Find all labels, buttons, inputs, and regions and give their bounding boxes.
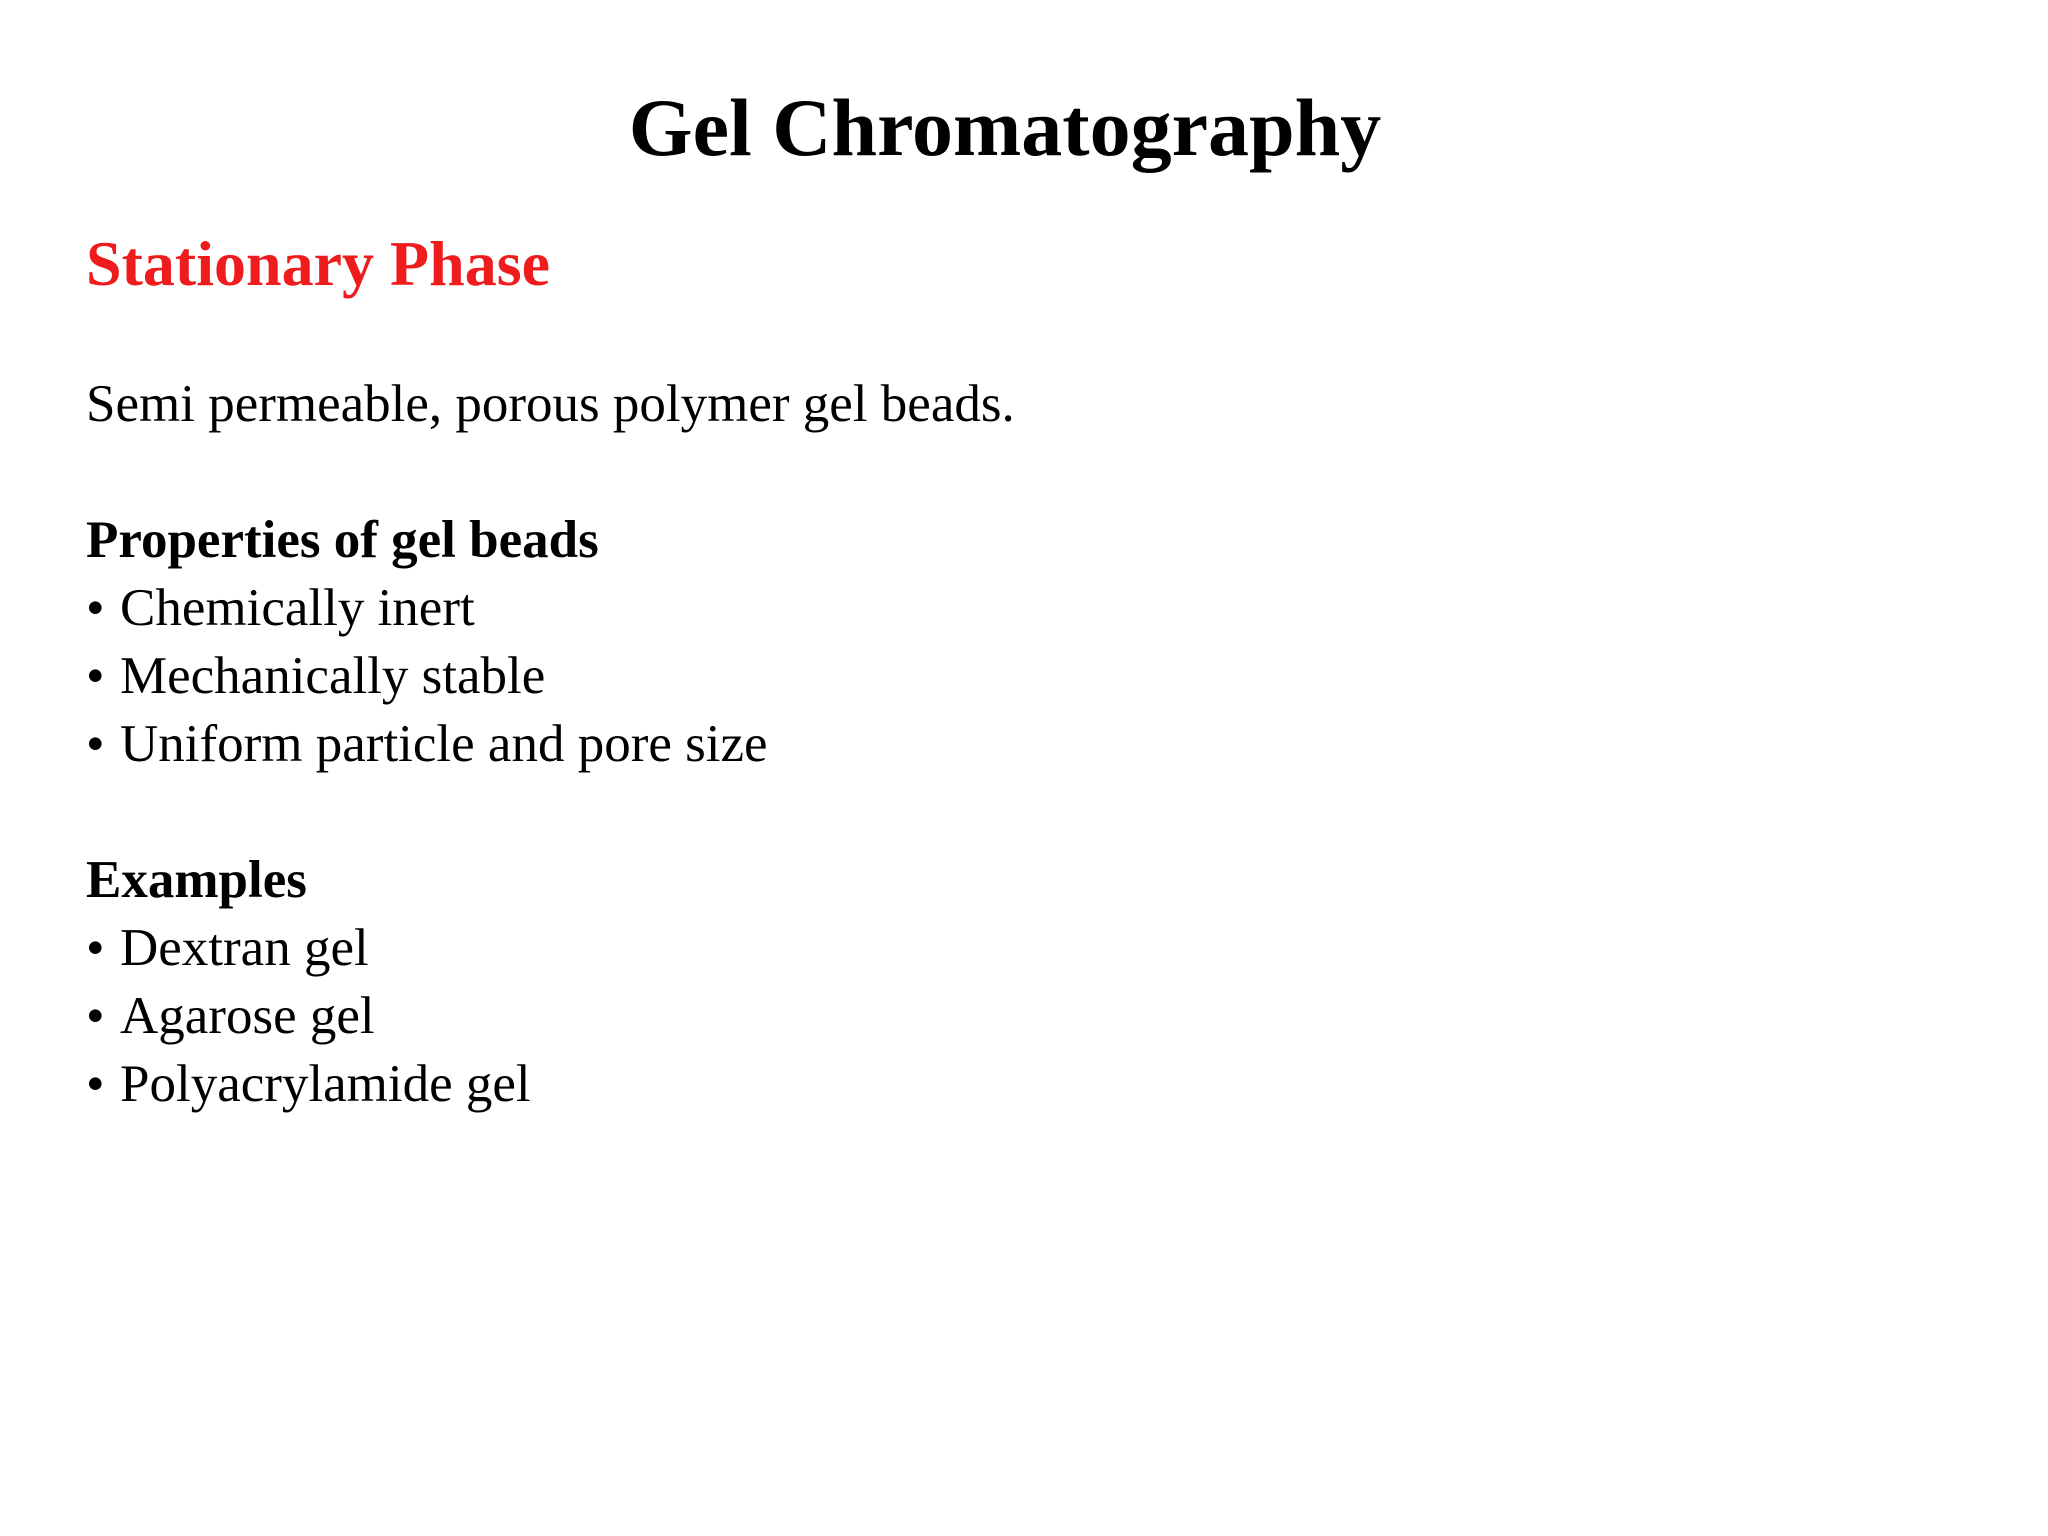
bullet-icon: • [86,715,105,773]
list-item-text: Dextran gel [120,919,369,977]
description-text: Semi permeable, porous polymer gel beads. [86,375,1015,433]
bullet-icon: • [86,919,105,977]
properties-list [86,574,1886,778]
list-item [86,982,1886,1050]
list-item-text: Uniform particle and pore size [120,715,768,773]
slide-content [86,370,1886,1118]
section-heading: Stationary Phase [86,228,550,299]
list-item-text: Agarose gel [120,987,375,1045]
list-item-text: Mechanically stable [120,647,546,705]
bullet-icon: • [86,647,105,705]
list-item-text: Chemically inert [120,579,475,637]
list-item [86,914,1886,982]
spacer [86,778,1886,846]
examples-list [86,914,1886,1118]
properties-heading: Properties of gel beads [86,511,599,569]
examples-heading: Examples [86,851,307,909]
list-item [86,574,1886,642]
bullet-icon: • [86,987,105,1045]
list-item-text: Polyacrylamide gel [120,1055,531,1113]
slide-title: Gel Chromatography [628,82,1382,173]
list-item [86,642,1886,710]
list-item [86,1050,1886,1118]
bullet-icon: • [86,1055,105,1113]
list-item [86,710,1886,778]
bullet-icon: • [86,579,105,637]
